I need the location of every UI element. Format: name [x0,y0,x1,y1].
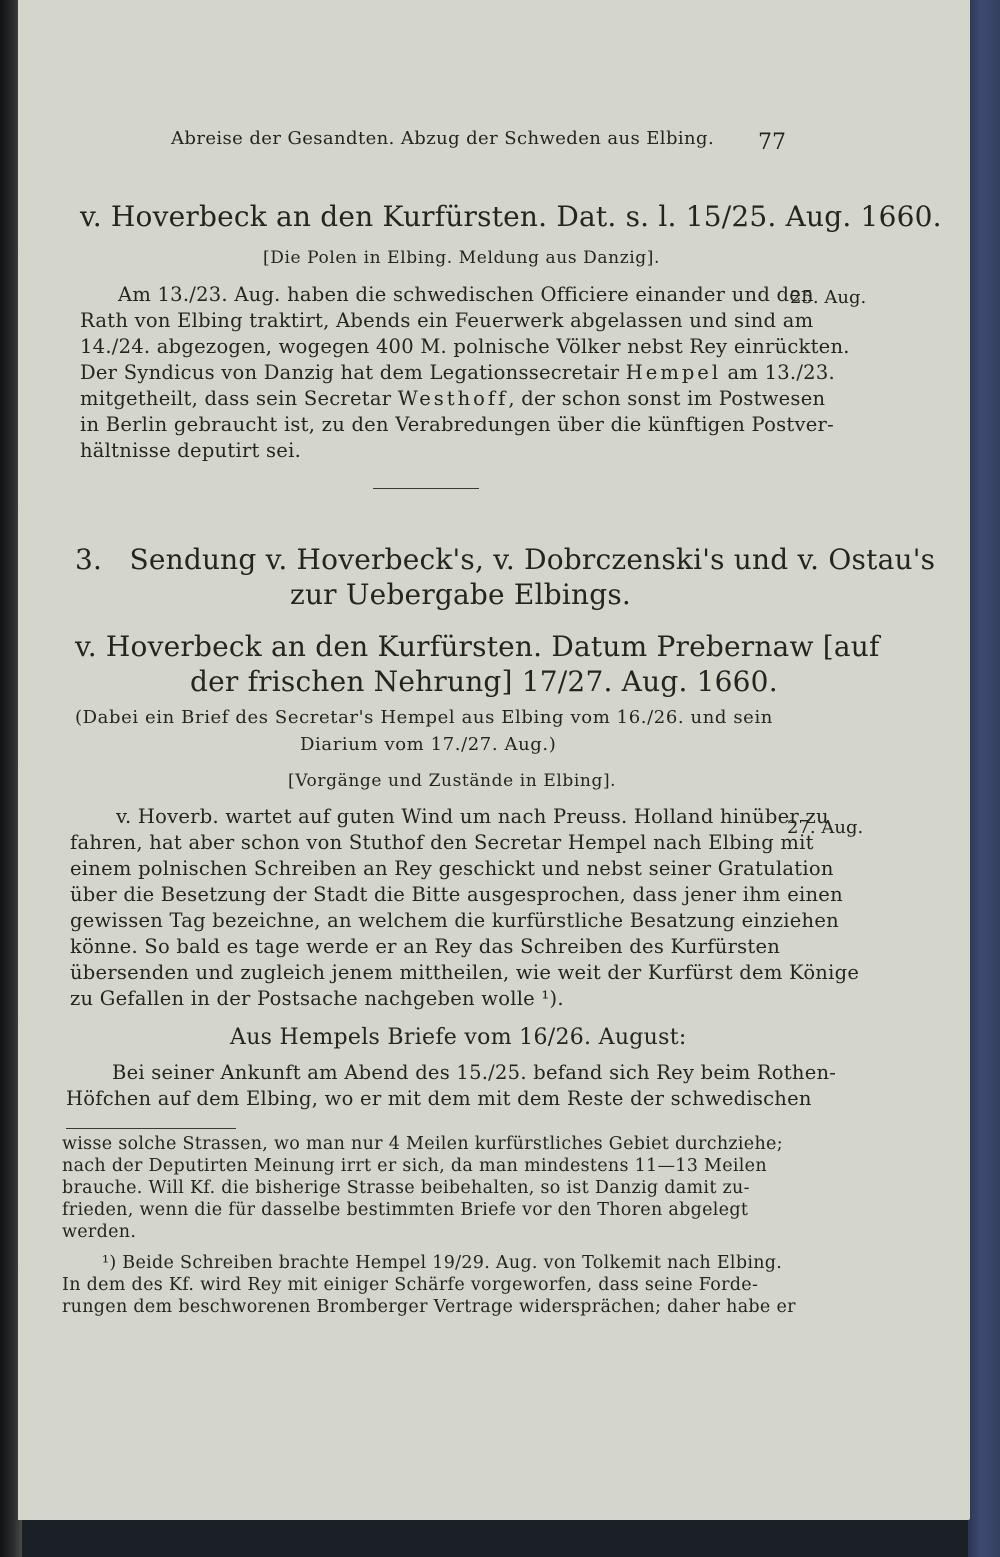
doc2-note-line1: (Dabei ein Brief des Secretar's Hempel aus Elbing vom 16./26. und sein [75,707,773,728]
doc2-line: könne. So bald es tage werde er an Rey das Schreiben des Kurfürsten [70,935,781,958]
doc2-note-line2: Diarium vom 17./27. Aug.) [300,734,557,755]
doc2-line: übersenden und zugleich jenem mittheilen, wie weit der Kurfürst dem Könige [70,961,860,984]
footnote-line: brauche. Will Kf. die bisherige Strasse beibehalten, so ist Danzig damit zu- [62,1178,750,1198]
section-heading-line1 [75,543,935,576]
doc2-line: fahren, hat aber schon von Stuthof den Secretar Hempel nach Elbing mit [70,831,814,854]
extract-line: Höfchen auf dem Elbing, wo er mit dem mit dem Reste der schwedischen [66,1087,812,1110]
doc1-line-with-name [80,386,826,412]
doc1-line: Am 13./23. Aug. haben die schwedischen Officiere einander und den [118,283,814,306]
book-page [18,0,970,1520]
doc2-line: gewissen Tag bezeichne, an welchem die kurfürstliche Besatzung einziehen [70,909,839,932]
footnote-rule [66,1128,236,1129]
extract-heading: Aus Hempels Briefe vom 16/26. August: [230,1025,687,1050]
doc2-summary: [Vorgänge und Zustände in Elbing]. [288,771,617,791]
extract-line: Bei seiner Ankunft am Abend des 15./25. befand sich Rey beim Rothen- [112,1061,837,1084]
doc1-title: v. Hoverbeck an den Kurfürsten. Dat. s. l. 15/25. Aug. 1660. [80,200,942,233]
doc1-line: Rath von Elbing traktirt, Abends ein Feuerwerk abgelassen und sind am [80,309,814,332]
person-name-hempel: Hempel [625,361,722,384]
doc1-line-text: am 13./23. [721,361,835,384]
footnote-line: wisse solche Strassen, wo man nur 4 Meilen kurfürstliches Gebiet durchziehe; [62,1134,783,1154]
section-title-line1: Sendung v. Hoverbeck's, v. Dobrczenski's und v. Ostau's [129,543,936,576]
footnote-line: In dem des Kf. wird Rey mit einiger Schärfe vorgeworfen, dass seine Forde- [62,1275,759,1295]
doc2-line: über die Besetzung der Stadt die Bitte ausgesprochen, dass jener ihm einen [70,883,843,906]
page-number: 77 [758,130,786,155]
doc1-line-text: , der schon sonst im Postwesen [508,387,826,410]
section-title-line2: zur Uebergabe Elbings. [290,578,632,611]
doc1-line: hältnisse deputirt sei. [80,439,302,462]
doc1-line-with-name [80,360,835,386]
doc2-line: einem polnischen Schreiben an Rey geschickt und nebst seiner Gratulation [70,857,834,880]
doc1-summary: [Die Polen in Elbing. Meldung aus Danzig]. [263,248,660,268]
footnote-line: werden. [62,1222,137,1242]
running-head: Abreise der Gesandten. Abzug der Schweden aus Elbing. [171,128,715,149]
footnote-line: ¹) Beide Schreiben brachte Hempel 19/29. Aug. von Tolkemit nach Elbing. [102,1253,783,1273]
footnote-line: nach der Deputirten Meinung irrt er sich, da man mindestens 11—13 Meilen [62,1156,767,1176]
section-number: 3. [75,543,103,576]
section-divider [373,488,479,489]
doc2-title-line2: der frischen Nehrung] 17/27. Aug. 1660. [190,665,778,698]
footnote-line: frieden, wenn die für dasselbe bestimmten Briefe vor den Thoren abgelegt [62,1200,749,1220]
doc2-line: v. Hoverb. wartet auf guten Wind um nach Preuss. Holland hinüber zu [116,805,829,828]
doc2-line: zu Gefallen in der Postsache nachgeben wolle ¹). [70,987,564,1010]
doc1-line: 14./24. abgezogen, wogegen 400 M. polnische Völker nebst Rey einrückten. [80,335,850,358]
doc2-title-line1: v. Hoverbeck an den Kurfürsten. Datum Prebernaw [auf [75,630,880,663]
footnote-continued [62,1133,782,1243]
doc1-line: in Berlin gebraucht ist, zu den Verabredungen über die künftigen Postver- [80,413,834,436]
footnote-1 [62,1252,796,1318]
doc1-line-text: mitgetheilt, dass sein Secretar [80,387,392,410]
person-name-westhoff: Westhoff [397,387,509,410]
doc1-margin-date: 25. Aug. [790,287,867,308]
doc1-line-text: Der Syndicus von Danzig hat dem Legationssecretair [80,361,620,384]
book-cover-edge [968,0,1000,1557]
footnote-line: rungen dem beschworenen Bromberger Vertrage widersprächen; daher habe er [62,1297,796,1317]
extract-body [66,1060,837,1112]
doc2-margin-date: 27. Aug. [787,817,864,838]
